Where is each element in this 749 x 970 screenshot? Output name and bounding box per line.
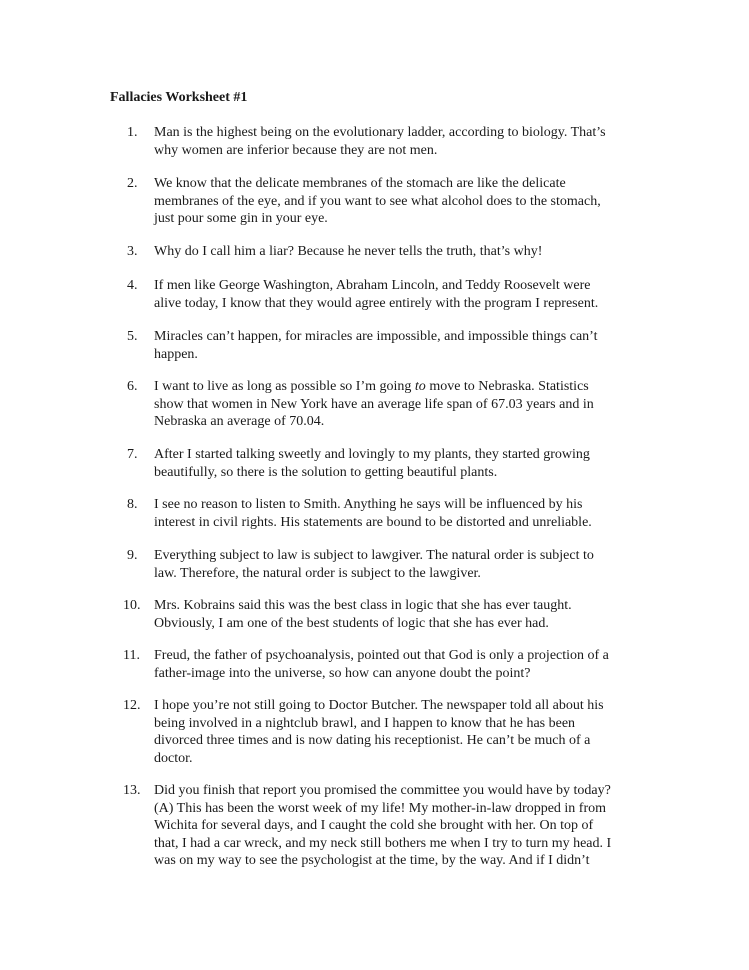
item-line: law. Therefore, the natural order is subject to the lawgiver. bbox=[154, 565, 481, 581]
worksheet-item-4 bbox=[127, 277, 657, 312]
item-number: 12. bbox=[123, 698, 141, 713]
item-line: After I started talking sweetly and lovingly to my plants, they started growing bbox=[154, 447, 590, 462]
item-line: Man is the highest being on the evolutionary ladder, according to biology. That’s bbox=[154, 125, 606, 140]
worksheet-item-12 bbox=[123, 697, 657, 767]
item-number: 1. bbox=[127, 125, 138, 140]
item-line: We know that the delicate membranes of the stomach are like the delicate bbox=[154, 176, 566, 191]
item-number: 11. bbox=[123, 648, 140, 663]
item-line: just pour some gin in your eye. bbox=[154, 211, 328, 227]
worksheet-item-7 bbox=[127, 446, 657, 481]
item-line: being involved in a nightclub brawl, and I happen to know that he has been bbox=[154, 715, 576, 731]
worksheet-item-8 bbox=[127, 496, 657, 531]
worksheet-item-10 bbox=[123, 597, 657, 632]
item-line: Freud, the father of psychoanalysis, pointed out that God is only a projection of a bbox=[154, 648, 609, 663]
item-line: show that women in New York have an average life span of 67.03 years and in bbox=[154, 396, 594, 412]
item-line: Obviously, I am one of the best students of logic that she has ever had. bbox=[154, 615, 549, 631]
item-line: Did you finish that report you promised the committee you would have by today? bbox=[154, 783, 611, 798]
item-number: 5. bbox=[127, 329, 138, 344]
item-number: 7. bbox=[127, 447, 138, 462]
worksheet-item-9 bbox=[127, 547, 657, 582]
worksheet-item-2 bbox=[127, 175, 657, 228]
item-text: move to Nebraska. Statistics bbox=[425, 379, 589, 394]
item-number: 9. bbox=[127, 548, 138, 563]
worksheet-item-11 bbox=[123, 647, 657, 682]
item-line: Why do I call him a liar? Because he never tells the truth, that’s why! bbox=[154, 244, 543, 259]
item-line bbox=[154, 378, 657, 396]
item-line: alive today, I know that they would agree entirely with the program I represent. bbox=[154, 295, 599, 311]
item-line: doctor. bbox=[154, 750, 193, 766]
item-line: father-image into the universe, so how can anyone doubt the point? bbox=[154, 665, 531, 681]
item-number: 2. bbox=[127, 176, 138, 191]
worksheet-title: Fallacies Worksheet #1 bbox=[110, 90, 248, 105]
item-number: 8. bbox=[127, 497, 138, 512]
worksheet-item-6 bbox=[127, 378, 657, 431]
item-line: If men like George Washington, Abraham Lincoln, and Teddy Roosevelt were bbox=[154, 278, 591, 293]
item-line: was on my way to see the psychologist at the time, by the way. And if I didn’t bbox=[154, 853, 590, 869]
item-line: membranes of the eye, and if you want to see what alcohol does to the stomach, bbox=[154, 193, 601, 209]
item-line: Miracles can’t happen, for miracles are impossible, and impossible things can’t bbox=[154, 329, 598, 344]
item-number: 3. bbox=[127, 244, 138, 259]
worksheet-item-1 bbox=[127, 124, 657, 159]
item-line: Mrs. Kobrains said this was the best class in logic that she has ever taught. bbox=[154, 598, 572, 613]
item-number: 4. bbox=[127, 278, 138, 293]
item-number: 10. bbox=[123, 598, 141, 613]
item-line: why women are inferior because they are not men. bbox=[154, 142, 438, 158]
item-line: Wichita for several days, and I caught the cold she brought with her. On top of bbox=[154, 818, 594, 834]
worksheet-item-5 bbox=[127, 328, 657, 363]
item-line: I hope you’re not still going to Doctor Butcher. The newspaper told all about his bbox=[154, 698, 604, 713]
item-line: (A) This has been the worst week of my life! My mother-in-law dropped in from bbox=[154, 800, 607, 816]
item-emphasis: to bbox=[414, 379, 426, 394]
item-line: I see no reason to listen to Smith. Anything he says will be influenced by his bbox=[154, 497, 583, 512]
item-line: that, I had a car wreck, and my neck still bothers me when I try to turn my head. I bbox=[154, 835, 612, 851]
item-line: happen. bbox=[154, 346, 198, 362]
item-line: Nebraska an average of 70.04. bbox=[154, 414, 325, 430]
item-line: beautifully, so there is the solution to getting beautiful plants. bbox=[154, 464, 498, 480]
item-number: 6. bbox=[127, 379, 138, 394]
item-number: 13. bbox=[123, 783, 141, 798]
item-line: Everything subject to law is subject to lawgiver. The natural order is subject to bbox=[154, 548, 594, 563]
worksheet-item-13 bbox=[123, 782, 657, 870]
item-line: divorced three times and is now dating his receptionist. He can’t be much of a bbox=[154, 733, 591, 749]
worksheet-item-3 bbox=[127, 243, 657, 261]
item-line: interest in civil rights. His statements are bound to be distorted and unreliable. bbox=[154, 514, 592, 530]
item-text: I want to live as long as possible so I’m going bbox=[154, 379, 415, 394]
